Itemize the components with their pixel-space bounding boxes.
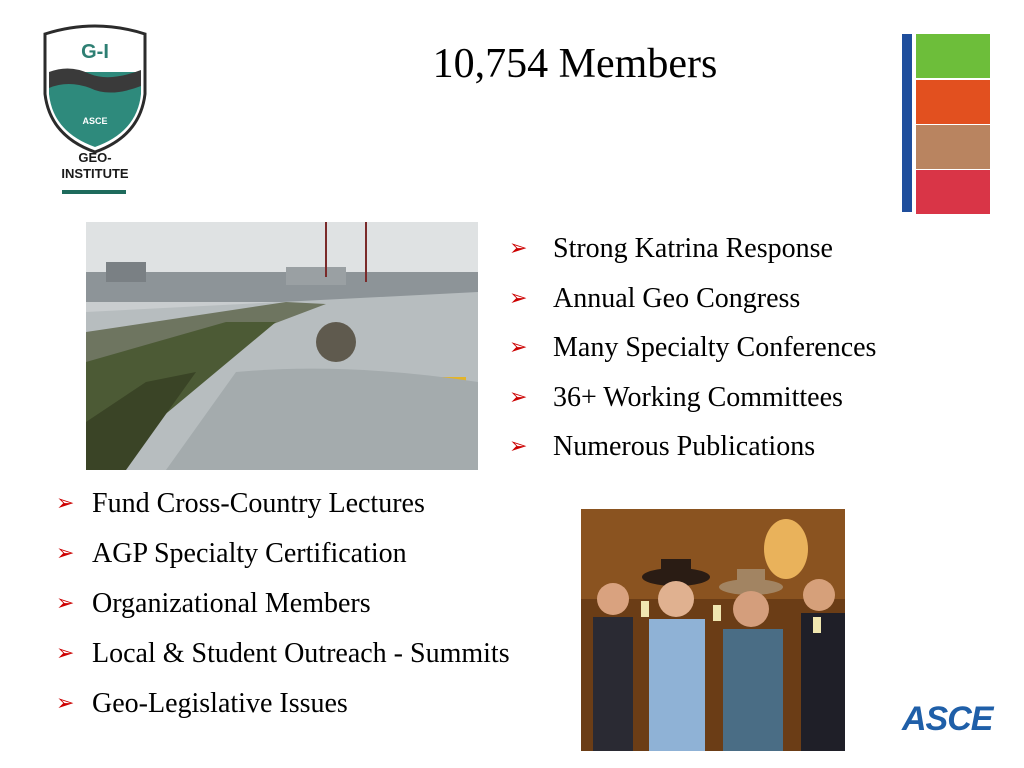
list-item [56, 484, 526, 524]
accent-square-red [916, 170, 990, 214]
members-toast-photo [581, 509, 845, 751]
arrow-bullet-icon: ➢ [56, 491, 75, 516]
list-item-text: Numerous Publications [553, 431, 816, 462]
arrow-bullet-icon: ➢ [509, 434, 528, 459]
list-item-text: Local & Student Outreach - Summits [92, 638, 510, 669]
arrow-bullet-icon: ➢ [509, 335, 528, 360]
list-item-text: Many Specialty Conferences [553, 332, 877, 363]
accent-square-tan [916, 125, 990, 169]
arrow-bullet-icon: ➢ [509, 236, 528, 261]
arrow-bullet-icon: ➢ [56, 691, 75, 716]
list-item [509, 380, 969, 430]
arrow-bullet-icon: ➢ [56, 591, 75, 616]
asce-logo: ASCE [902, 700, 993, 738]
arrow-bullet-icon: ➢ [509, 384, 528, 410]
list-item-text: Organizational Members [92, 588, 371, 619]
arrow-bullet-icon: ➢ [56, 541, 75, 566]
list-item [509, 330, 969, 380]
list-item [509, 281, 969, 331]
list-item [56, 534, 526, 574]
accent-square-green [916, 34, 990, 78]
list-item [509, 429, 969, 479]
list-item-text: Annual Geo Congress [553, 282, 801, 314]
katrina-flood-photo [86, 222, 478, 470]
list-item-text: Geo-Legislative Issues [92, 688, 348, 719]
list-item-text: AGP Specialty Certification [92, 538, 407, 569]
logo-underline [62, 190, 126, 194]
list-item [509, 231, 969, 281]
left-bullet-list [56, 484, 526, 724]
list-item-text: Strong Katrina Response [553, 233, 833, 264]
logo-asce-text: ASCE [82, 116, 108, 126]
accent-stripe [902, 34, 912, 212]
logo-label-line2: INSTITUTE [61, 166, 129, 181]
logo-label [40, 150, 150, 182]
list-item [56, 634, 512, 674]
list-item-text: Fund Cross-Country Lectures [92, 488, 425, 519]
right-bullet-list [509, 231, 969, 479]
arrow-bullet-icon: ➢ [509, 285, 528, 311]
list-item-text: 36+ Working Committees [553, 381, 843, 413]
logo-gi-text: G-I [81, 41, 109, 63]
arrow-bullet-icon: ➢ [56, 641, 75, 666]
accent-square-orange [916, 80, 990, 124]
slide-title: 10,754 Members [432, 41, 718, 87]
logo-label-line1: GEO- [78, 150, 112, 165]
list-item [56, 584, 526, 624]
list-item [56, 684, 526, 724]
